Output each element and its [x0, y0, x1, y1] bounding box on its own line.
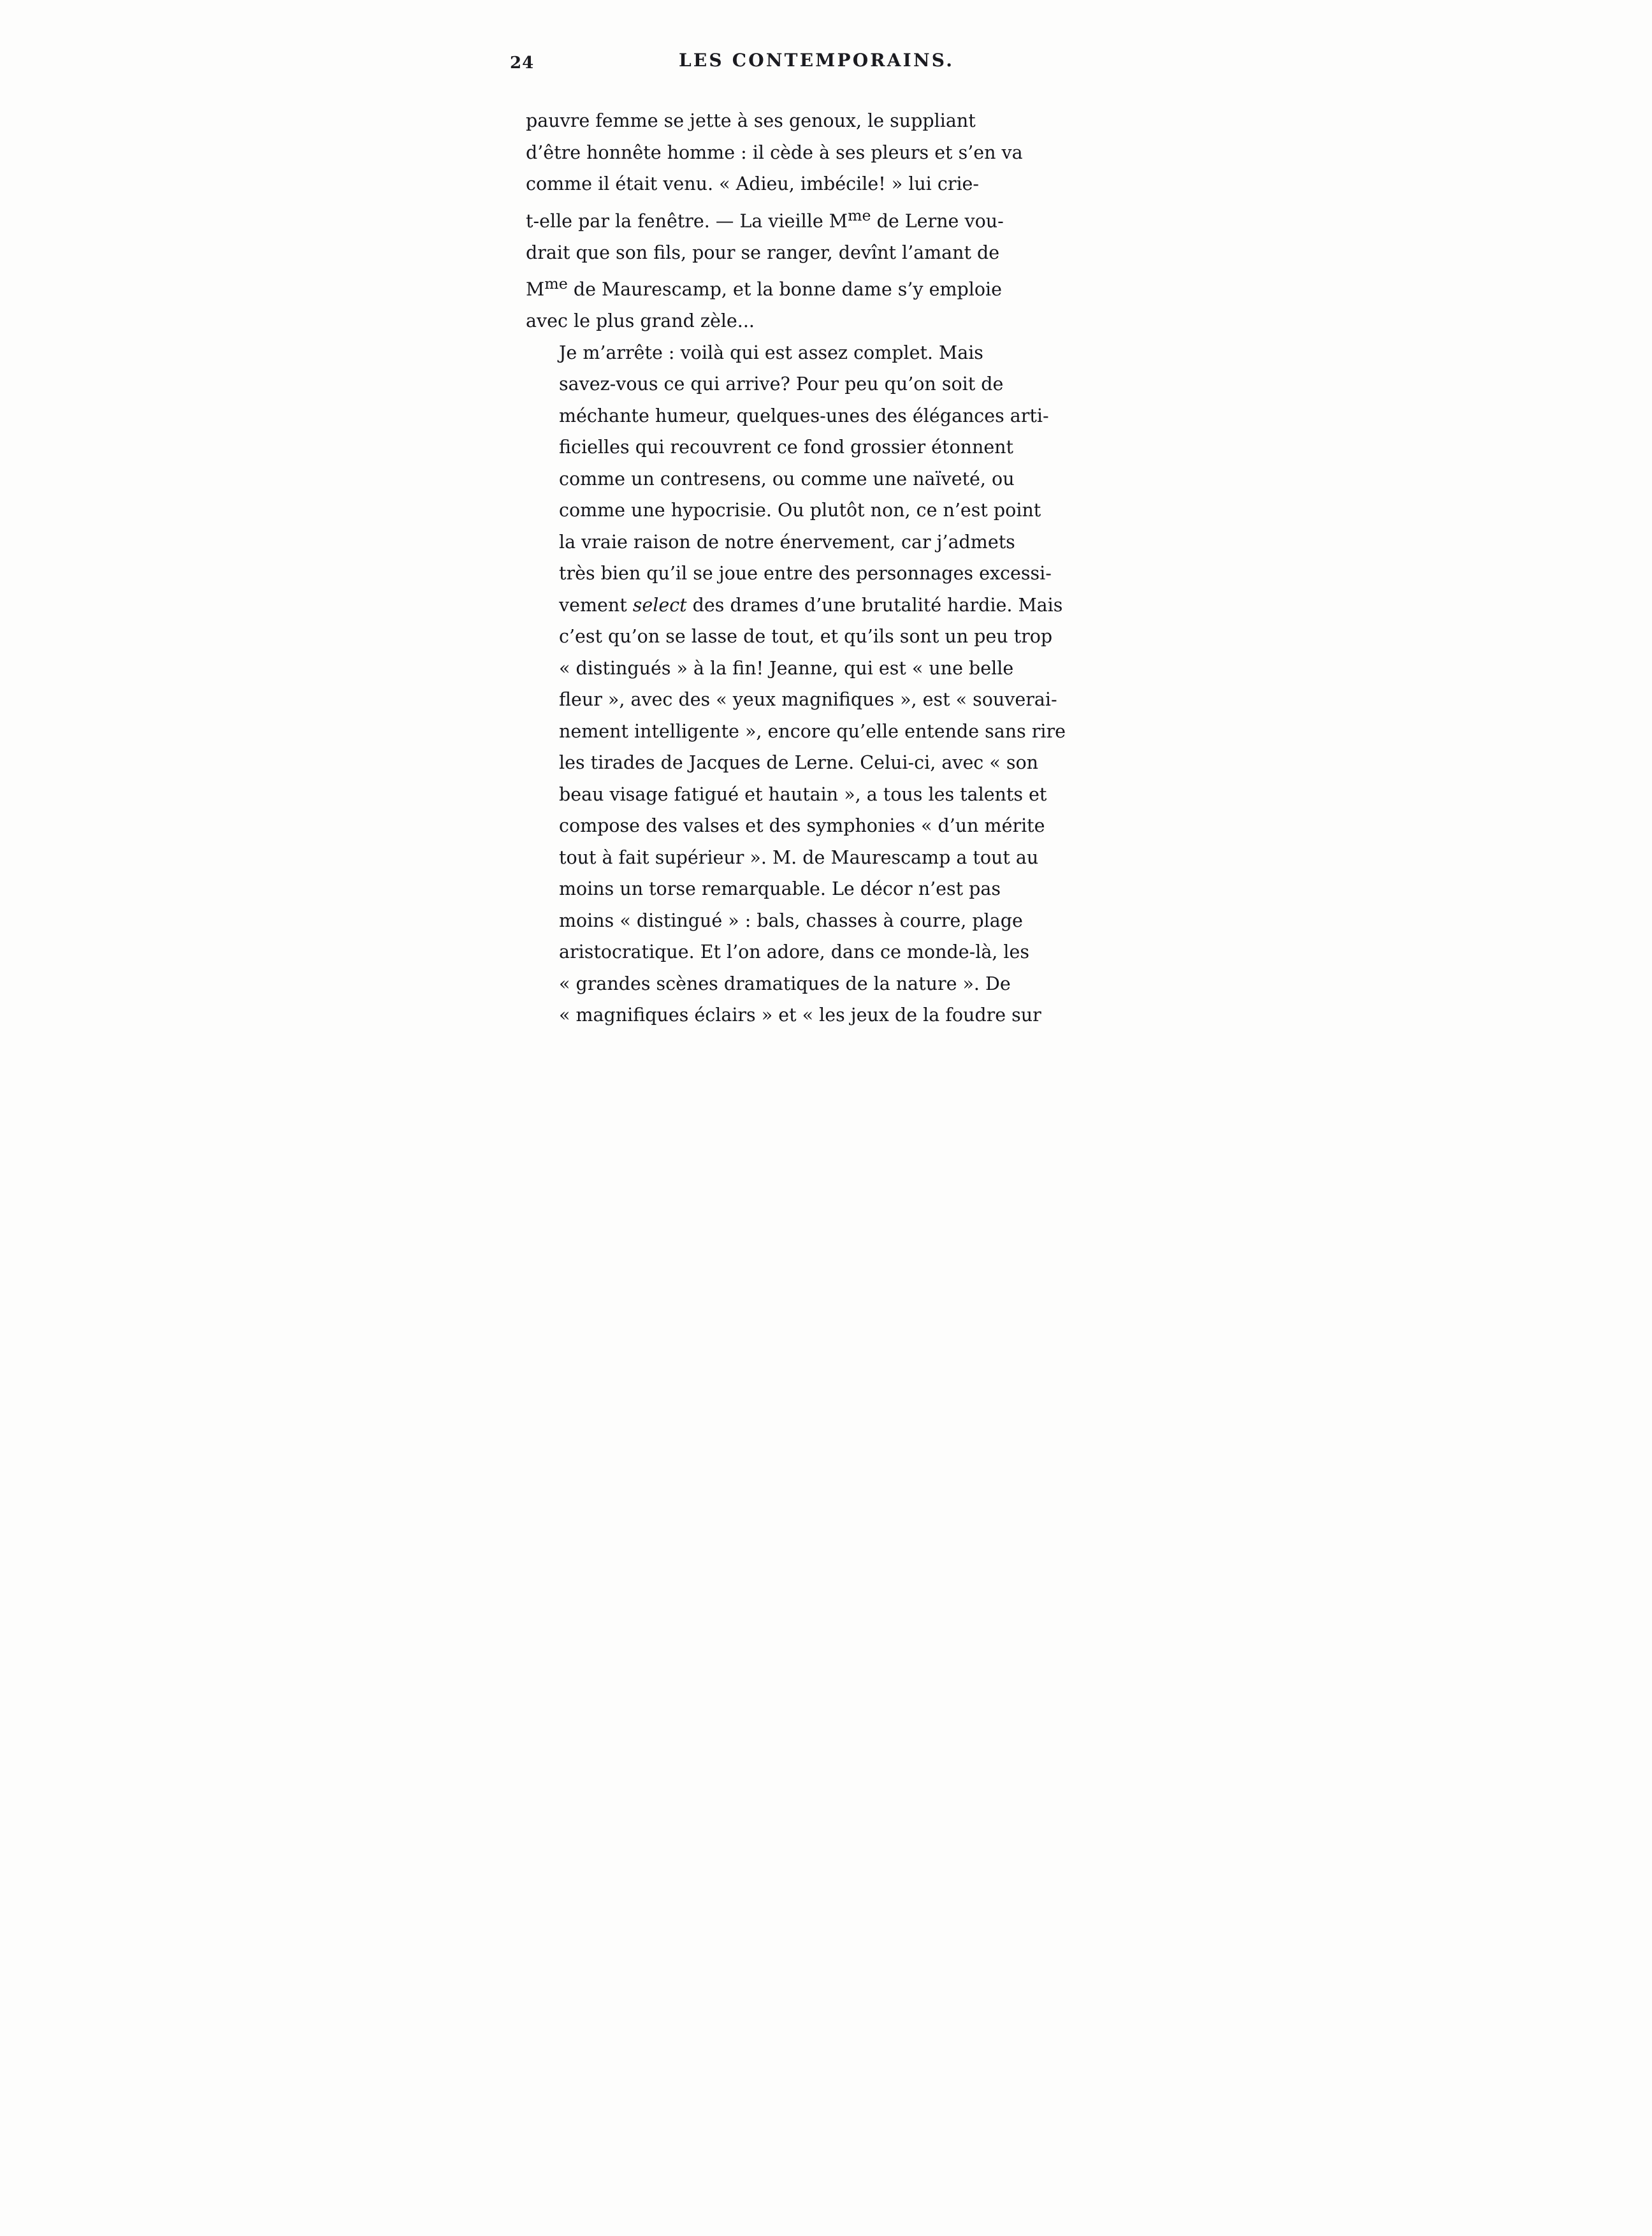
text-line: « magnifiques éclairs » et « les jeux de la foudre sur — [559, 1005, 1041, 1026]
text-line: « grandes scènes dramatiques de la nature ». De — [559, 973, 1011, 994]
text-line: aristocratique. Et l’on adore, dans ce monde-là, les — [559, 941, 1030, 962]
text-line: tout à fait supérieur ». M. de Maurescamp a tout au — [559, 846, 1039, 868]
text-line: $M^{me}$ de Maurescamp, et la bonne dame s’y emploie — [526, 275, 1002, 300]
text-line: savez-vous ce qui arrive? Pour peu qu’on soit de — [559, 374, 1004, 395]
paragraph-1 — [526, 105, 1157, 337]
text-line: comme une hypocrisie. Ou plutôt non, ce n’est point — [559, 500, 1041, 521]
running-title: LES CONTEMPORAINS. — [679, 50, 955, 71]
text-line: c’est qu’on se lasse de tout, et qu’ils sont un peu trop — [559, 626, 1053, 647]
text-line: comme il était venu. « Adieu, imbécile! » lui crie- — [526, 173, 980, 194]
page-number: 24 — [510, 54, 535, 73]
text-line: avec le plus grand zèle... — [526, 310, 755, 331]
text-line: compose des valses et des symphonies « d’un mérite — [559, 815, 1045, 836]
body-text-block — [526, 105, 1157, 1031]
text-line: très bien qu’il se joue entre des personnages excessi- — [559, 563, 1052, 584]
text-line: beau visage fatigué et hautain », a tous les talents et — [559, 783, 1047, 805]
text-line: les tirades de Jacques de Lerne. Celui-ci, avec « son — [559, 752, 1038, 773]
text-line: moins un torse remarquable. Le décor n’est pas — [559, 878, 1001, 899]
text-line: la vraie raison de notre énervement, car j’admets — [559, 531, 1015, 553]
text-line: fleur », avec des « yeux magnifiques », est « souverai- — [559, 689, 1057, 710]
text-line: t-elle par la fenêtre. — La vieille $M^{me}$ de Lerne vou- — [526, 206, 1004, 231]
text-line: moins « distingué » : bals, chasses à courre, plage — [559, 910, 1023, 931]
text-line: d’être honnête homme : il cède à ses pleurs et s’en va — [526, 142, 1023, 163]
text-line: vement select des drames d’une brutalité hardie. Mais — [559, 594, 1063, 616]
text-line: pauvre femme se jette à ses genoux, le suppliant — [526, 110, 976, 131]
text-line: ficielles qui recouvrent ce fond grossier étonnent — [559, 437, 1013, 458]
text-line: comme un contresens, ou comme une naïveté, ou — [559, 468, 1015, 490]
paragraph-2 — [526, 337, 1157, 1031]
text-line: « distingués » à la fin! Jeanne, qui est « une belle — [559, 657, 1014, 679]
text-line: méchante humeur, quelques-unes des élégances arti- — [559, 405, 1049, 426]
page-header — [510, 50, 1147, 75]
text-line: Je m’arrête : voilà qui est assez complet. Mais — [559, 342, 983, 363]
text-line: nement intelligente », encore qu’elle entende sans rire — [559, 720, 1066, 742]
text-line: drait que son fils, pour se ranger, devînt l’amant de — [526, 242, 1000, 263]
